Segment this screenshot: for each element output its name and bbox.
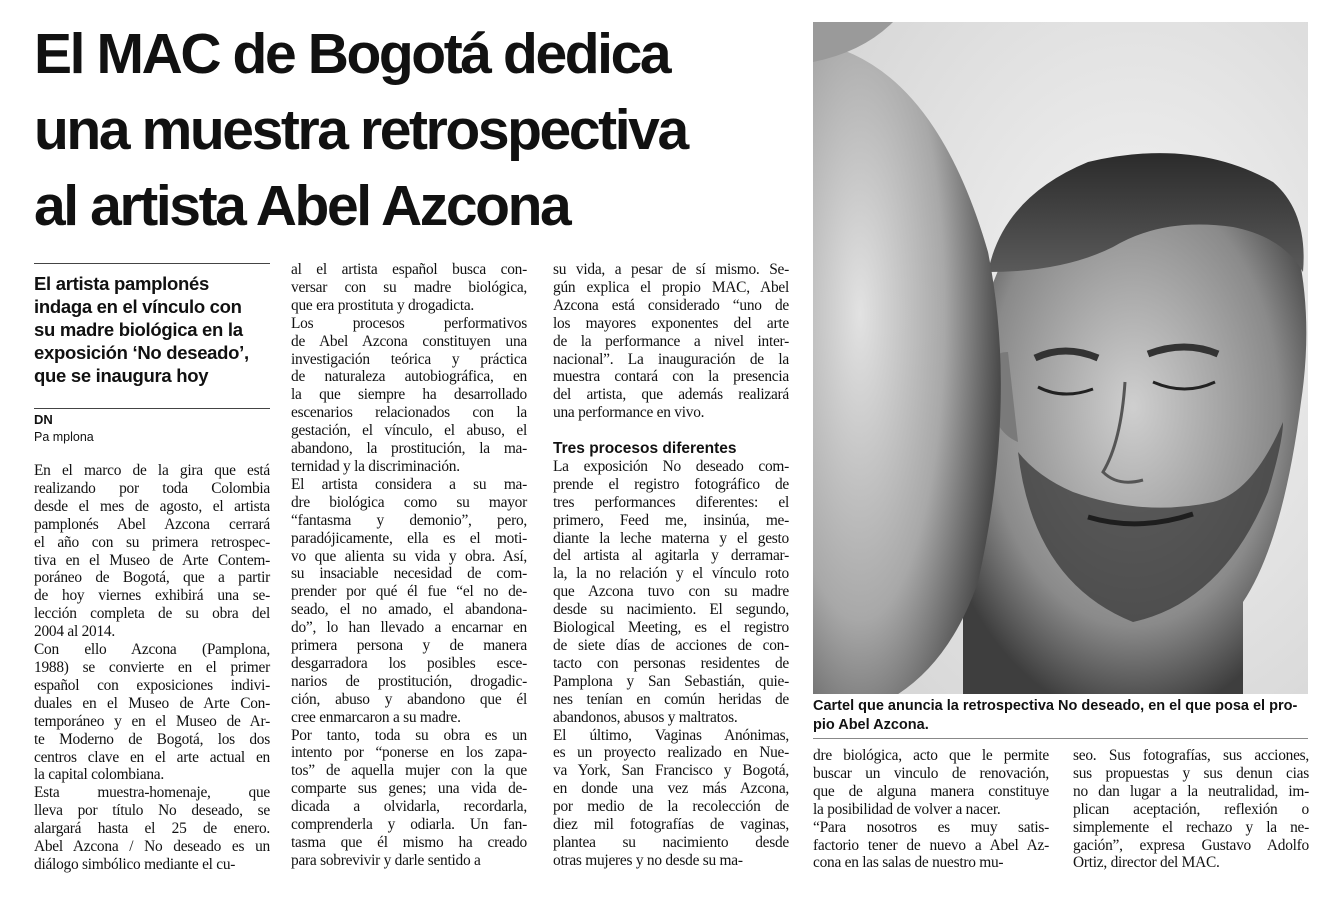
caption-divider bbox=[813, 738, 1308, 739]
body-text-line: diez mil fotografías de vaginas, bbox=[553, 816, 789, 834]
body-text-line: nes tenían en común heridas de bbox=[553, 690, 789, 708]
body-text-line: que de alguna manera constituye bbox=[813, 782, 1049, 800]
body-text-line: tacto con personas residentes de bbox=[553, 654, 789, 672]
body-text-line: sus propuestas y sus denun cias bbox=[1073, 764, 1309, 782]
body-text-line: comprenderla y odiarla. Un fan- bbox=[291, 816, 527, 834]
body-text-line: El último, Vaginas Anónimas, bbox=[553, 726, 789, 744]
body-text-line: “Para nosotros es muy satis- bbox=[813, 818, 1049, 836]
body-text-line: su insaciable necesidad de com- bbox=[291, 565, 527, 583]
body-text-line: va York, San Francisco y Bogotá, bbox=[553, 762, 789, 780]
body-text-line: su vida, a pesar de sí mismo. Se- bbox=[553, 261, 789, 278]
body-text-line: primero, Feed me, insinúa, me- bbox=[553, 511, 789, 529]
body-text-line: gestación, el vínculo, el abuso, el bbox=[291, 422, 527, 440]
body-text-line: duales en el Museo de Arte Con- bbox=[34, 694, 270, 712]
body-text-line: primera persona y de manera bbox=[291, 637, 527, 655]
body-text-line: muestra contará con la presencia bbox=[553, 368, 789, 386]
body-text-line: tasma que él mismo ha creado bbox=[291, 834, 527, 851]
body-text-line: centros clave en el arte actual en bbox=[34, 748, 270, 766]
body-text-line: español con exposiciones indivi- bbox=[34, 676, 270, 694]
body-text-line: Biological Meeting, es el registro bbox=[553, 619, 789, 637]
body-text-line: te Moderno de Bogotá, los dos bbox=[34, 730, 270, 748]
body-text-line: Ortiz, director del MAC. bbox=[1073, 854, 1220, 872]
body-text-line: ción, abuso y abandono que él bbox=[291, 690, 527, 708]
body-text-line: diante la leche materna y el gesto bbox=[553, 529, 789, 547]
body-column-4 bbox=[813, 747, 1049, 872]
body-text-line: seo. Sus fotografías, sus acciones, bbox=[1073, 747, 1309, 764]
body-text-line: la capital colombiana. bbox=[34, 766, 164, 784]
deck-line: exposición ‘No deseado’, bbox=[34, 342, 249, 363]
body-text-line: la que siempre ha desarrollado bbox=[291, 386, 527, 404]
byline-place: Pa mplona bbox=[34, 430, 94, 444]
photo-caption bbox=[813, 697, 1313, 735]
body-text-line: abandono, la prostitución, la ma- bbox=[291, 440, 527, 458]
deck-divider bbox=[34, 408, 270, 409]
body-text-line: los mayores exponentes del arte bbox=[553, 314, 789, 332]
body-text-line: dre biológica, acto que le permite bbox=[813, 747, 1049, 764]
body-column-1 bbox=[34, 462, 270, 874]
column-spacer bbox=[553, 422, 789, 440]
body-text-line: el año con su primera retrospec- bbox=[34, 533, 270, 551]
body-text-line: otras mujeres y no desde su ma- bbox=[553, 851, 743, 869]
body-text-line: vo que alienta su vida y obra. Así, bbox=[291, 547, 527, 565]
body-text-line: En el marco de la gira que está bbox=[34, 462, 270, 479]
body-text-line: versar con su madre biológica, bbox=[291, 278, 527, 296]
body-text-line: la posibilidad de volver a nacer. bbox=[813, 800, 1001, 818]
body-text-line: Los procesos performativos bbox=[291, 314, 527, 332]
body-text-line: 2004 al 2014. bbox=[34, 623, 115, 641]
body-text-line: 1988) se convierte en el primer bbox=[34, 658, 270, 676]
portrait-photo bbox=[813, 22, 1308, 694]
deck-line: indaga en el vínculo con bbox=[34, 296, 242, 317]
section-subheading: Tres procesos diferentes bbox=[553, 440, 737, 458]
body-text-line: Con ello Azcona (Pamplona, bbox=[34, 641, 270, 659]
body-text-line: la, la no relación y el vínculo roto bbox=[553, 565, 789, 583]
body-column-5 bbox=[1073, 747, 1309, 872]
body-text-line: que Azcona tuvo con su madre bbox=[553, 583, 789, 601]
headline-line: El MAC de Bogotá dedica bbox=[34, 22, 670, 86]
body-text-line: que era prostituta y drogadicta. bbox=[291, 296, 475, 314]
body-text-line: alargará hasta el 25 de enero. bbox=[34, 820, 270, 838]
body-text-line: intento por “ponerse en los zapa- bbox=[291, 744, 527, 762]
body-text-line: simplemente el rechazo y la ne- bbox=[1073, 818, 1309, 836]
body-text-line: investigación teórica y práctica bbox=[291, 350, 527, 368]
body-text-line: al el artista español busca con- bbox=[291, 261, 527, 278]
body-text-line: prende el registro fotográfico de bbox=[553, 475, 789, 493]
deck-line: su madre biológica en la bbox=[34, 319, 243, 340]
byline bbox=[34, 412, 94, 446]
body-text-line: poráneo de Bogotá, que a partir bbox=[34, 569, 270, 587]
body-text-line: no dan lugar a la neutralidad, im- bbox=[1073, 782, 1309, 800]
body-text-line: lleva por título No deseado, se bbox=[34, 802, 270, 820]
body-text-line: de la performance a nivel inter- bbox=[553, 332, 789, 350]
body-text-line: del artista al agitarla y derramar- bbox=[553, 547, 789, 565]
deck-line: que se inaugura hoy bbox=[34, 365, 209, 386]
body-column-2 bbox=[291, 261, 527, 870]
caption-line: pio Abel Azcona. bbox=[813, 717, 929, 733]
headline-line: una muestra retrospectiva bbox=[34, 98, 687, 162]
portrait-illustration bbox=[813, 22, 1308, 694]
body-text-line: Abel Azcona / No deseado es un bbox=[34, 838, 270, 856]
body-text-line: dre biológica como su mayor bbox=[291, 493, 527, 511]
body-text-line: de naturaleza autobiográfica, en bbox=[291, 368, 527, 386]
body-text-line: realizando por toda Colombia bbox=[34, 479, 270, 497]
body-text-line: tos” de aquella mujer con la que bbox=[291, 762, 527, 780]
body-text-line: gún explica el propio MAC, Abel bbox=[553, 278, 789, 296]
body-text-line: Por tanto, toda su obra es un bbox=[291, 726, 527, 744]
body-text-line: de hoy viernes exhibirá una se- bbox=[34, 587, 270, 605]
body-text-line: desde su nacimiento. El segundo, bbox=[553, 601, 789, 619]
headline bbox=[34, 16, 804, 244]
body-text-line: del artista, que además realizará bbox=[553, 386, 789, 404]
byline-author: DN bbox=[34, 412, 53, 427]
body-text-line: para sobrevivir y darle sentido a bbox=[291, 851, 481, 869]
body-text-line: de siete días de acciones de con- bbox=[553, 637, 789, 655]
body-text-line: lección completa de su obra del bbox=[34, 605, 270, 623]
deck-subheading bbox=[34, 263, 270, 387]
body-text-line: comparte sus genes; una vida de- bbox=[291, 780, 527, 798]
body-text-line: de Abel Azcona constituyen una bbox=[291, 332, 527, 350]
body-text-line: desgarradora los posibles esce- bbox=[291, 654, 527, 672]
body-text-line: dicada a olvidarla, recordarla, bbox=[291, 798, 527, 816]
body-text-line: una performance en vivo. bbox=[553, 404, 705, 422]
body-text-line: en donde una vez más Azcona, bbox=[553, 780, 789, 798]
body-text-line: abandonos, abusos y maltratos. bbox=[553, 708, 738, 726]
body-text-line: factorio tener de nuevo a Abel Az- bbox=[813, 836, 1049, 854]
body-text-line: prender por qué él fue “el no de- bbox=[291, 583, 527, 601]
caption-line: Cartel que anuncia la retrospectiva No deseado, en el que posa el pro- bbox=[813, 698, 1298, 714]
body-text-line: escenarios relacionados con la bbox=[291, 404, 527, 422]
body-text-line: temporáneo y en el Museo de Ar- bbox=[34, 712, 270, 730]
body-text-line: nacional”. La inauguración de la bbox=[553, 350, 789, 368]
headline-line: al artista Abel Azcona bbox=[34, 174, 570, 238]
body-text-line: La exposición No deseado com- bbox=[553, 457, 789, 475]
body-text-line: buscar un vinculo de renovación, bbox=[813, 764, 1049, 782]
body-text-line: seado, el no amado, el abandona- bbox=[291, 601, 527, 619]
body-text-line: paradójicamente, ella es el moti- bbox=[291, 529, 527, 547]
body-text-line: gación”, expresa Gustavo Adolfo bbox=[1073, 836, 1309, 854]
body-text-line: narios de prostitución, drogadic- bbox=[291, 672, 527, 690]
body-text-line: ternidad y la discriminación. bbox=[291, 457, 460, 475]
body-text-line: plantea su nacimiento desde bbox=[553, 833, 789, 851]
body-text-line: cree enmarcaron a su madre. bbox=[291, 708, 461, 726]
body-text-line: cona en las salas de nuestro mu- bbox=[813, 854, 1004, 872]
body-column-3 bbox=[553, 261, 789, 870]
body-text-line: “fantasma y demonio”, pero, bbox=[291, 511, 527, 529]
body-text-line: pamplonés Abel Azcona cerrará bbox=[34, 515, 270, 533]
body-text-line: diálogo simbólico mediante el cu- bbox=[34, 855, 236, 873]
body-text-line: El artista considera a su ma- bbox=[291, 475, 527, 493]
body-text-line: tres performances diferentes: el bbox=[553, 493, 789, 511]
body-text-line: por medio de la recolección de bbox=[553, 798, 789, 816]
body-text-line: Pamplona y San Sebastián, quie- bbox=[553, 672, 789, 690]
body-text-line: Esta muestra-homenaje, que bbox=[34, 784, 270, 802]
body-text-line: plican aceptación, reflexión o bbox=[1073, 800, 1309, 818]
deck-line: El artista pamplonés bbox=[34, 273, 209, 294]
body-text-line: tiva en el Museo de Arte Contem- bbox=[34, 551, 270, 569]
body-text-line: Azcona está considerado “uno de bbox=[553, 296, 789, 314]
body-text-line: do”, lo han llevado a encarnar en bbox=[291, 619, 527, 637]
body-text-line: desde el mes de agosto, el artista bbox=[34, 497, 270, 515]
body-text-line: es un proyecto realizado en Nue- bbox=[553, 744, 789, 762]
